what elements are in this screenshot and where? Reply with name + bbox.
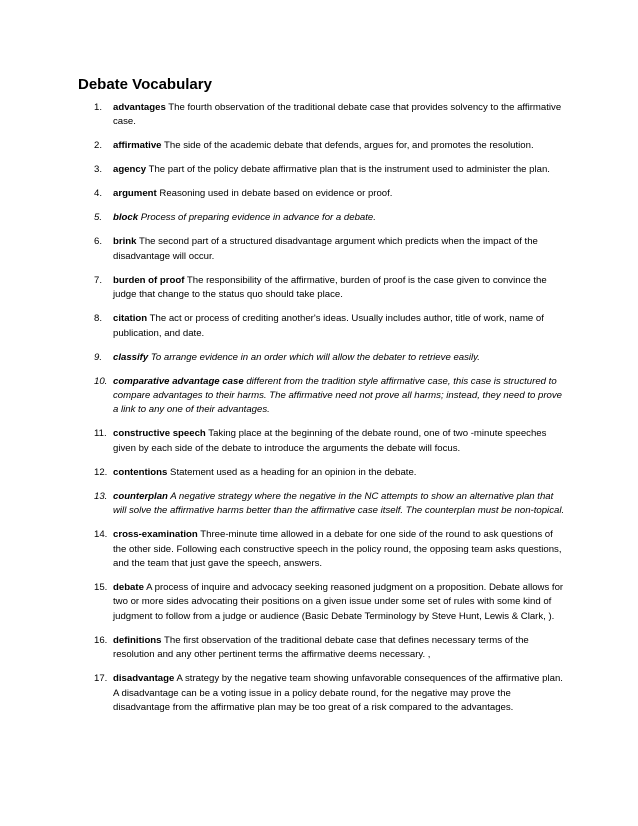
entry-definition: A negative strategy where the negative in the NC attempts to show an alternative plan that will solve the affirmative harms better than the affirmative case itself. The counterplan must be non-topical. xyxy=(113,490,565,517)
entry-term: burden of proof xyxy=(113,274,185,286)
entry-number: 1. xyxy=(94,102,103,113)
entry-term: classify xyxy=(113,351,149,363)
vocab-entry xyxy=(0,139,638,153)
vocab-entry xyxy=(0,427,638,456)
entry-definition: A process of inquire and advocacy seeking reasoned judgment on a proposition. Debate allows for two or more sides advocating their positions on a given issue under some set of rules with some kind of judgment to follow from a judge or audience (Basic Debate Terminology by Steve Hunt, Lewis & Clark, ). xyxy=(113,582,564,622)
entry-definition: The first observation of the traditional debate case that defines necessary terms of the resolution and any other pertinent terms the affirmative deems necessary. , xyxy=(113,634,529,661)
entry-definition: The fourth observation of the traditional debate case that provides solvency to the affirmative case. xyxy=(113,102,562,128)
entry-number: 11. xyxy=(94,428,107,440)
entry-term: definitions xyxy=(113,634,162,646)
entry-definition: Three-minute time allowed in a debate for one side of the round to ask questions of the other side. Following each constructive speech in the policy round, the opposing team asks questions, and the team that just gave the speech, answers. xyxy=(113,529,562,570)
entry-term: cross-examination xyxy=(113,529,198,541)
vocab-entry xyxy=(0,187,638,201)
entry-definition: The responsibility of the affirmative, burden of proof is the case given to convince the judge that change to the status quo should take place. xyxy=(113,274,547,301)
entry-term: debate xyxy=(113,582,144,594)
vocab-entry xyxy=(0,101,638,130)
entry-term: brink xyxy=(113,236,137,248)
document-title: Debate Vocabulary xyxy=(78,76,212,93)
vocab-entry xyxy=(0,375,638,418)
entry-term: disadvantage xyxy=(113,673,175,685)
entry-term: affirmative xyxy=(113,140,162,152)
vocab-entry xyxy=(0,528,638,571)
vocabulary-list xyxy=(0,101,638,725)
entry-number: 17. xyxy=(94,673,108,685)
entry-number: 2. xyxy=(94,140,103,152)
entry-number: 12. xyxy=(94,466,108,478)
entry-number: 14. xyxy=(94,529,108,541)
entry-number: 8. xyxy=(94,313,103,325)
entry-number: 4. xyxy=(94,188,103,200)
vocab-entry xyxy=(0,672,638,715)
entry-term: constructive speech xyxy=(113,428,206,440)
entry-term: agency xyxy=(113,164,147,176)
entry-definition: Process of preparing evidence in advance for a debate. xyxy=(140,212,376,224)
vocab-entry xyxy=(0,634,638,663)
entry-term: citation xyxy=(113,313,148,325)
entry-definition: The act or process of crediting another's ideas. Usually includes author, title of work, name of publication, and date. xyxy=(113,313,544,339)
entry-term: counterplan xyxy=(113,490,168,502)
vocab-entry xyxy=(0,581,638,624)
entry-term: contentions xyxy=(113,466,168,478)
entry-number: 16. xyxy=(94,634,108,646)
vocab-entry xyxy=(0,235,638,264)
entry-term: advantages xyxy=(113,102,166,113)
entry-term: block xyxy=(113,212,139,224)
entry-number: 5. xyxy=(94,212,103,224)
entry-number: 10. xyxy=(94,375,108,387)
entry-number: 9. xyxy=(94,351,103,363)
entry-number: 6. xyxy=(94,236,103,248)
vocab-entry xyxy=(0,351,638,365)
entry-definition: The part of the policy debate affirmative plan that is the instrument used to administer the plan. xyxy=(148,164,550,176)
entry-definition: The side of the academic debate that defends, argues for, and promotes the resolution. xyxy=(164,140,534,152)
entry-definition: The second part of a structured disadvantage argument which predicts when the impact of the disadvantage will occur. xyxy=(113,236,538,262)
entry-definition: different from the tradition style affirmative case, this case is structured to compare advantages to their harms. The affirmative need not prove all harms; instead, they need to prove a link to any one of their advantages. xyxy=(113,375,563,416)
vocab-entry xyxy=(0,163,638,177)
vocab-entry xyxy=(0,490,638,519)
entry-number: 13. xyxy=(94,490,108,502)
entry-definition: Statement used as a heading for an opinion in the debate. xyxy=(170,466,417,478)
vocab-entry xyxy=(0,466,638,480)
entry-definition: Taking place at the beginning of the debate round, one of two -minute speeches given by each side of the debate to introduce the arguments the debate will focus. xyxy=(113,428,547,454)
entry-term: argument xyxy=(113,188,157,200)
entry-definition: To arrange evidence in an order which will allow the debater to retrieve easily. xyxy=(150,351,480,363)
entry-term: comparative advantage case xyxy=(113,375,244,387)
vocab-entry xyxy=(0,312,638,341)
entry-number: 7. xyxy=(94,274,103,286)
entry-number: 15. xyxy=(94,582,108,594)
vocab-entry xyxy=(0,274,638,303)
entry-definition: A strategy by the negative team showing unfavorable consequences of the affirmative plan. A disadvantage can be a voting issue in a policy debate round, for the negative may prove the disadvantage from the affirmative plan may be too great of a risk compared to the advantages. xyxy=(113,673,563,714)
entry-definition: Reasoning used in debate based on evidence or proof. xyxy=(159,188,393,200)
vocab-entry xyxy=(0,211,638,225)
entry-number: 3. xyxy=(94,164,103,176)
